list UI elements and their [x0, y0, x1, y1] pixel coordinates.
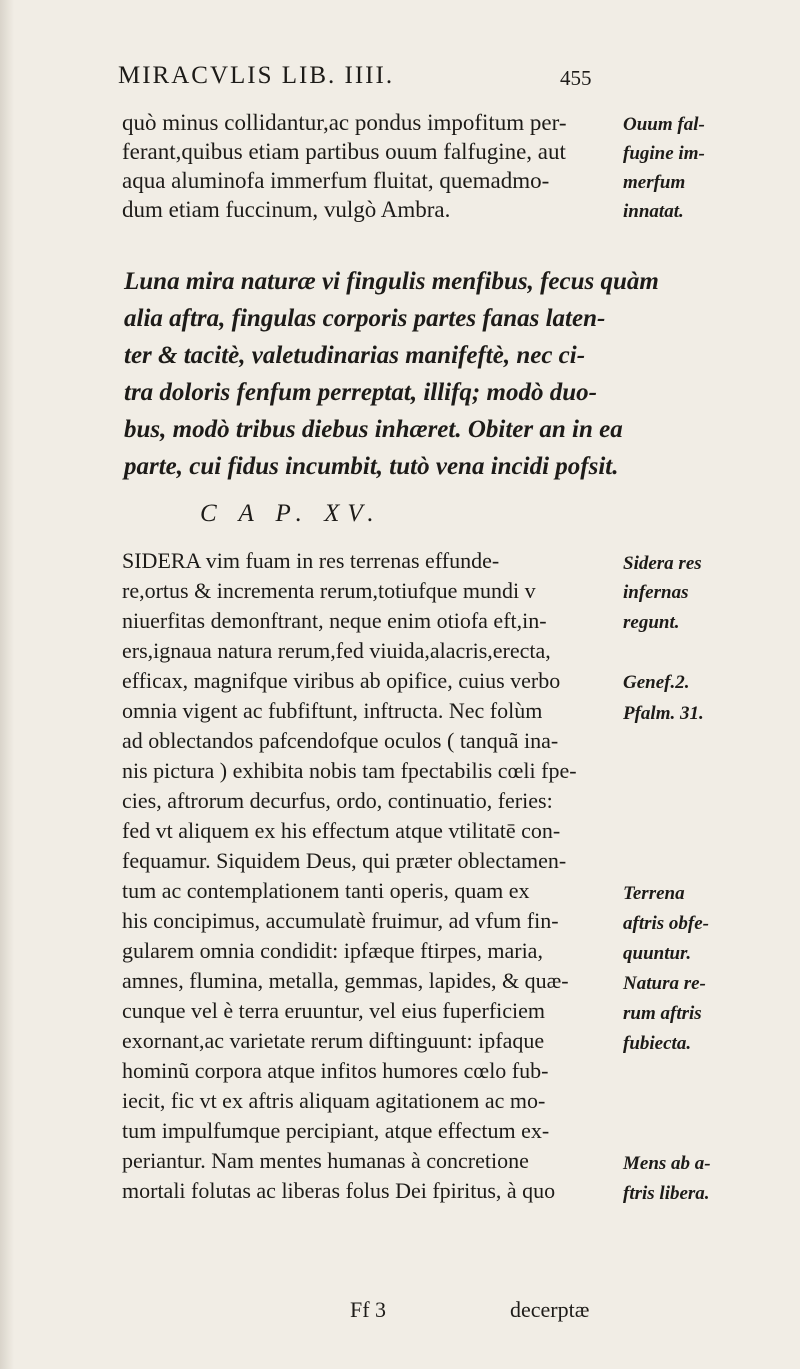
text-line: ter & tacitè, valetudinarias manifeftè, nec ci-	[124, 342, 586, 369]
text-line: aqua aluminofa immerfum fluitat, quemadmo-	[122, 168, 550, 193]
margin-note: fugine im-	[623, 143, 705, 164]
text-line: amnes, flumina, metalla, gemmas, lapides, & quæ-	[122, 968, 569, 993]
text-line: dum etiam fuccinum, vulgò Ambra.	[122, 197, 451, 222]
margin-note: innatat.	[623, 201, 684, 222]
chapter-heading: C A P. XV.	[200, 500, 382, 527]
page-footer	[0, 1297, 800, 1327]
text-line: ers,ignaua natura rerum,fed viuida,alacris,erecta,	[122, 638, 551, 663]
text-line: efficax, magnifque viribus ab opifice, cuius verbo	[122, 668, 561, 693]
margin-note: rum aftris	[623, 1003, 702, 1024]
text-line: fed vt aliquem ex his effectum atque vtilitatē con-	[122, 818, 561, 843]
text-line: gularem omnia condidit: ipfæque ftirpes, maria,	[122, 938, 543, 963]
margin-note: infernas	[623, 582, 689, 603]
text-line: periantur. Nam mentes humanas à concretione	[122, 1148, 529, 1173]
margin-note: quuntur.	[623, 943, 692, 964]
running-head: MIRACVLIS LIB. IIII.	[118, 62, 395, 89]
text-line: re,ortus & incrementa rerum,totiufque mundi v	[122, 578, 536, 603]
margin-note: Mens ab a-	[623, 1153, 711, 1174]
text-line: his concipimus, accumulatè fruimur, ad vfum fin-	[122, 908, 559, 933]
margin-note: ftris libera.	[623, 1183, 710, 1204]
margin-note: Pfalm. 31.	[623, 703, 704, 724]
text-line: Luna mira naturæ vi fingulis menfibus, fecus quàm	[124, 268, 659, 295]
text-line: alia aftra, fingulas corporis partes fanas laten-	[124, 305, 606, 332]
text-line: cunque vel è terra eruuntur, vel eius fuperficiem	[122, 998, 546, 1023]
text-line: ad oblectandos pafcendofque oculos ( tanquã ina-	[122, 728, 559, 753]
catchword: decerptæ	[510, 1297, 590, 1322]
text-line: fequamur. Siquidem Deus, qui prӕter oblectamen-	[122, 848, 567, 873]
margin-note: Ouum fal-	[623, 114, 705, 135]
text-line: niuerfitas demonftrant, neque enim otiofa eft,in-	[122, 608, 547, 633]
text-line: exornant,ac varietate rerum diftinguunt: ipfaque	[122, 1028, 545, 1053]
text-line: cies, aftrorum decurfus, ordo, continuatio, feries:	[122, 788, 553, 813]
text-line: bus, modò tribus diebus inhæret. Obiter an in ea	[124, 416, 623, 443]
page-edge-shadow	[0, 0, 14, 1369]
signature-mark: Ff 3	[350, 1297, 387, 1322]
margin-note: Sidera res	[623, 553, 702, 574]
text-line: iecit, fic vt ex aftris aliquam agitationem ac mo-	[122, 1088, 546, 1113]
text-line: parte, cui fidus incumbit, tutò vena incidi pofsit.	[124, 453, 619, 480]
text-line: omnia vigent ac fubfiftunt, inftructa. Nec folùm	[122, 698, 543, 723]
text-line: hominũ corpora atque infitos humores cœlo fub-	[122, 1058, 549, 1083]
text-line: tra doloris fenfum perreptat, illifq; modò duo-	[124, 379, 597, 406]
margin-note: aftris obfe-	[623, 913, 710, 934]
text-line: nis pictura ) exhibita nobis tam fpectabilis cœli fpe-	[122, 758, 577, 783]
margin-note: merfum	[623, 172, 686, 193]
text-line: SIDERA vim fuam in res terrenas effunde-	[122, 548, 500, 573]
text-line: tum impulfumque percipiant, atque effectum ex-	[122, 1118, 550, 1143]
text-line: quò minus collidantur,ac pondus impofitum per-	[122, 110, 567, 135]
margin-note: Genef.2.	[623, 672, 690, 693]
page-number: 455	[560, 66, 592, 90]
margin-note: Terrena	[623, 883, 685, 904]
page-header	[118, 62, 618, 96]
margin-note: fubiecta.	[623, 1033, 692, 1054]
text-line: ferant,quibus etiam partibus ouum falfugine, aut	[122, 139, 566, 164]
text-line: tum ac contemplationem tanti operis, quam ex	[122, 878, 530, 903]
text-line: mortali folutas ac liberas folus Dei fpiritus, à quo	[122, 1178, 556, 1203]
margin-note: Natura re-	[623, 973, 706, 994]
margin-note: regunt.	[623, 612, 680, 633]
